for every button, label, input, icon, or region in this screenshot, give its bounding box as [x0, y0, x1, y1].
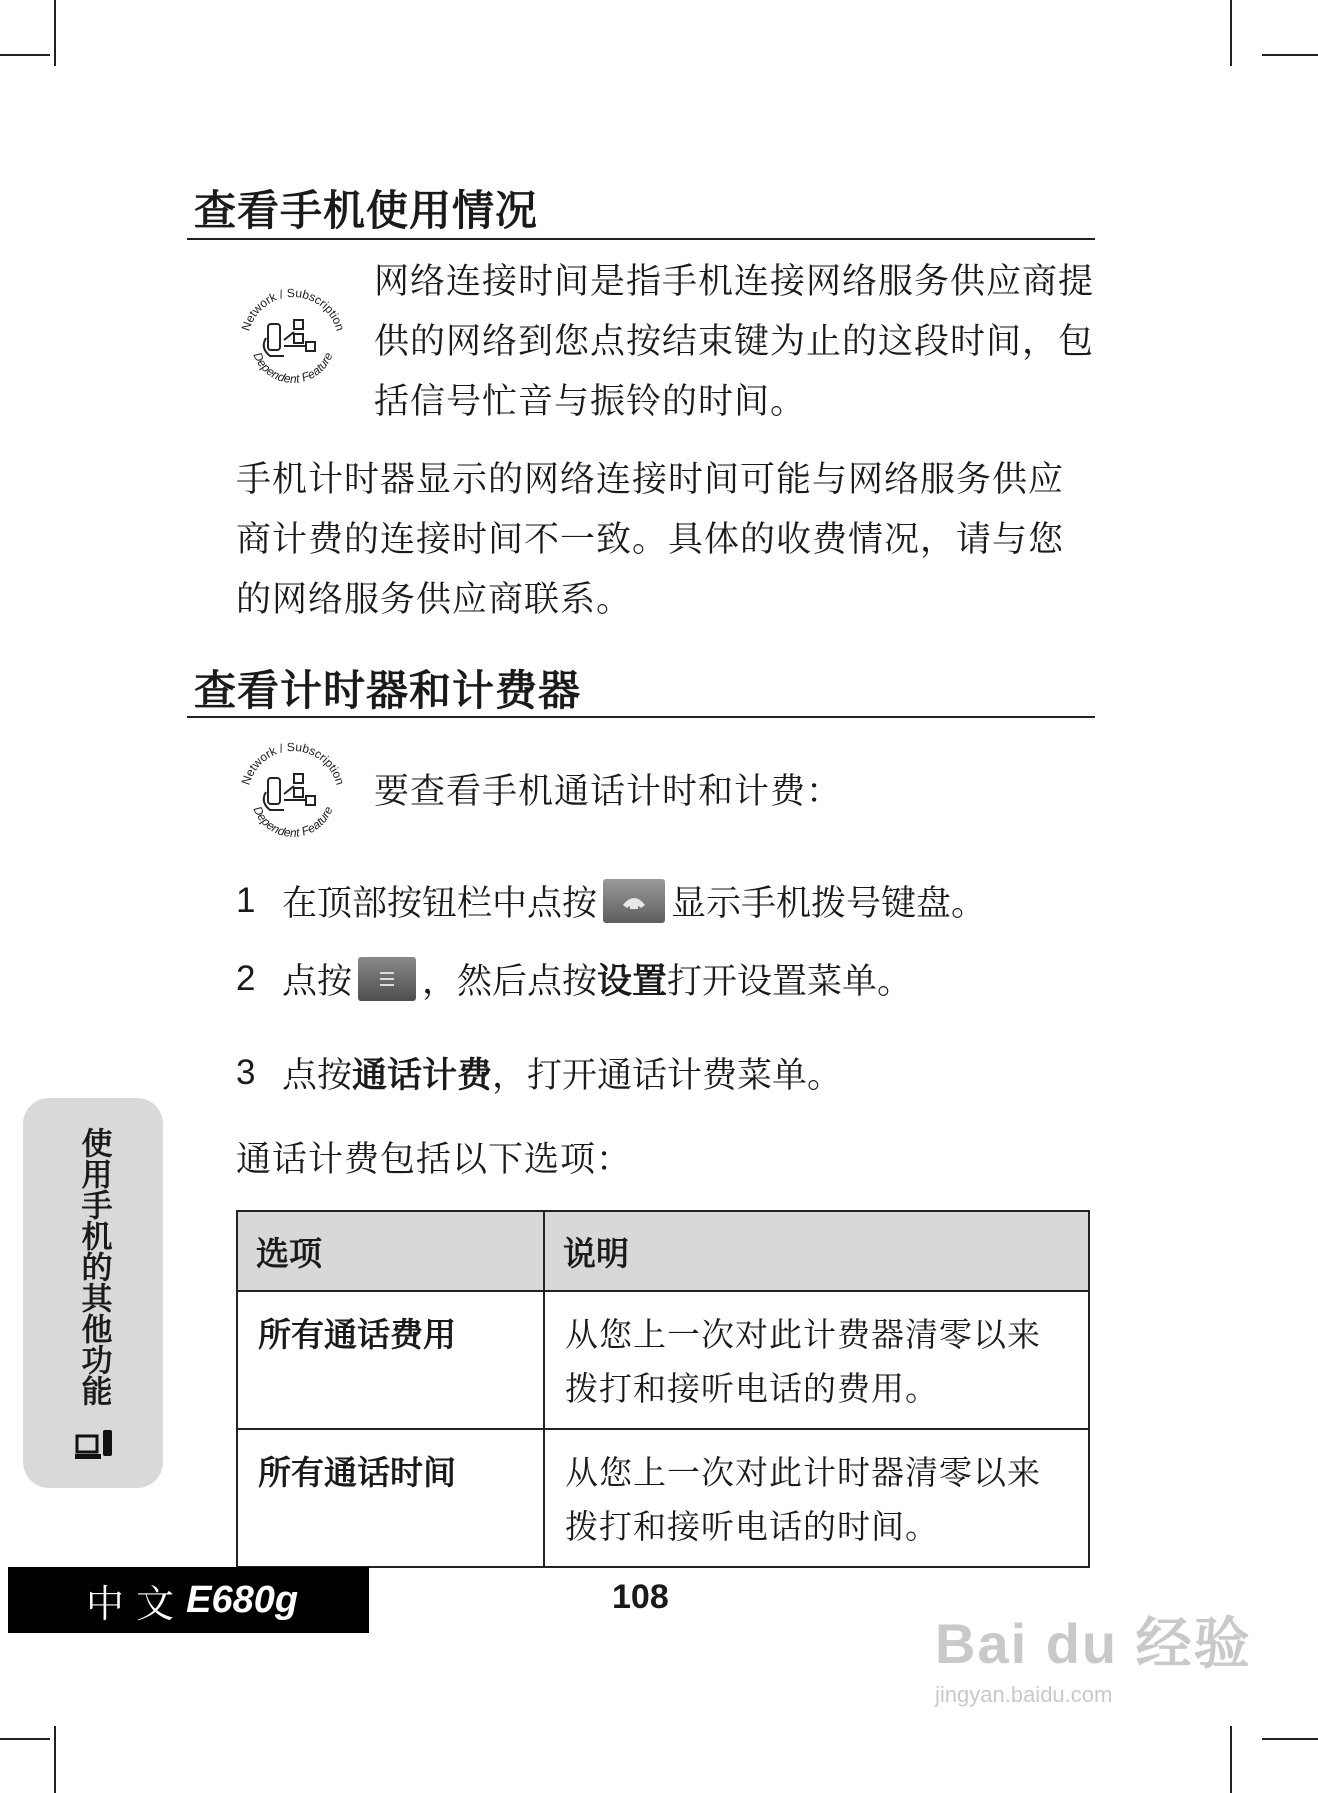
description-cell: 从您上一次对此计时器清零以来拨打和接听电话的时间。: [544, 1429, 1089, 1567]
step-number: 2: [236, 959, 256, 998]
footer-brand: [8, 1567, 369, 1633]
option-cell: 所有通话费用: [237, 1291, 544, 1429]
network-feature-badge-icon: [234, 280, 352, 398]
step-1: [236, 876, 986, 926]
section-rule: [187, 716, 1095, 718]
step-number: 3: [236, 1053, 256, 1092]
watermark-brand: Bai du 经验: [935, 1612, 1252, 1675]
step-text: 点按: [282, 1056, 353, 1096]
options-intro: 通话计费包括以下选项：: [236, 1140, 633, 1180]
intro-text: 要查看手机通话计时和计费：: [374, 772, 843, 812]
crop-mark: [0, 1738, 50, 1740]
table-header: 选项: [237, 1211, 544, 1291]
watermark-url: jingyan.baidu.com: [935, 1682, 1113, 1707]
crop-mark: [1230, 0, 1232, 66]
section-title: 查看手机使用情况: [194, 186, 539, 235]
page-number: 108: [612, 1578, 669, 1616]
call-cost-label: 通话计费: [352, 1056, 493, 1096]
table-row: [237, 1291, 1089, 1429]
network-feature-badge-icon: [234, 734, 352, 852]
section-rule: [187, 238, 1095, 240]
crop-mark: [1262, 54, 1318, 56]
crop-mark: [1262, 1738, 1318, 1740]
table-header: 说明: [544, 1211, 1089, 1291]
crop-mark: [0, 54, 50, 56]
side-tab: [23, 1098, 163, 1488]
crop-mark: [1230, 1726, 1232, 1793]
step-text: 在顶部按钮栏中点按: [282, 884, 598, 924]
svg-text:Network / Subscription: Network / Subscription: [238, 739, 348, 787]
menu-button-icon: [358, 957, 416, 1001]
options-table: [236, 1210, 1090, 1568]
crop-mark: [54, 1726, 56, 1793]
crop-mark: [54, 0, 56, 66]
section-title: 查看计时器和计费器: [194, 666, 582, 715]
description-cell: 从您上一次对此计费器清零以来拨打和接听电话的费用。: [544, 1291, 1089, 1429]
phone-computer-icon: [75, 1428, 115, 1464]
table-header-row: [237, 1211, 1089, 1291]
footer-language: 中 文: [86, 1581, 175, 1626]
step-number: 1: [236, 881, 256, 920]
svg-text:Dependent Feature: Dependent Feature: [250, 350, 336, 386]
option-cell: 所有通话时间: [237, 1429, 544, 1567]
settings-label: 设置: [597, 962, 668, 1002]
footer-model: E680g: [186, 1578, 299, 1621]
svg-text:Network / Subscription: Network / Subscription: [238, 285, 348, 333]
svg-text:Dependent Feature: Dependent Feature: [250, 804, 336, 840]
step-text: ，然后点按: [422, 962, 598, 1002]
baidu-watermark: [935, 1600, 1252, 1708]
side-tab-label: 使用手机的其他功能: [75, 1126, 112, 1406]
step-text: 打开设置菜单。: [667, 962, 913, 1002]
step-text: 点按: [282, 962, 353, 1002]
phone-dialer-button-icon: [603, 879, 665, 923]
step-text: 显示手机拨号键盘。: [671, 884, 987, 924]
note-paragraph: 网络连接时间是指手机连接网络服务供应商提供的网络到您点按结束键为止的这段时间，包括信号忙音与振铃的时间。: [374, 262, 1095, 422]
body-paragraph: 手机计时器显示的网络连接时间可能与网络服务供应商计费的连接时间不一致。具体的收费情况，请与您的网络服务供应商联系。: [236, 460, 1065, 620]
step-2: [236, 954, 912, 1004]
step-3: [236, 1048, 842, 1098]
table-row: [237, 1429, 1089, 1567]
step-text: ，打开通话计费菜单。: [492, 1056, 843, 1096]
